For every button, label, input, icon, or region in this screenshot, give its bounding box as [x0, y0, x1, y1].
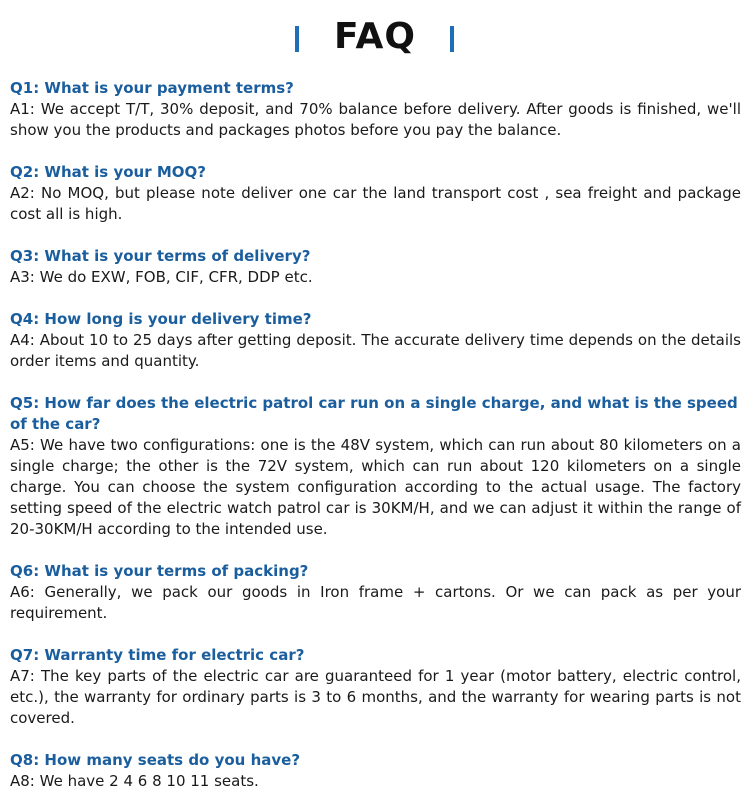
page-title: FAQ: [334, 16, 416, 57]
faq-question: Q2: What is your MOQ?: [10, 163, 206, 181]
faq-item-3: [10, 246, 741, 288]
faq-header: [0, 0, 750, 78]
title-accent-bar-right: [450, 26, 454, 52]
faq-answer: A4: About 10 to 25 days after getting deposit. The accurate delivery time depends on the details order items and quantity.: [10, 331, 741, 370]
faq-answer: A3: We do EXW, FOB, CIF, CFR, DDP etc.: [10, 268, 313, 286]
faq-item-8: [10, 750, 741, 792]
faq-item-7: [10, 645, 741, 729]
faq-item-5: [10, 393, 741, 540]
faq-question: Q8: How many seats do you have?: [10, 751, 301, 769]
faq-question: Q7: Warranty time for electric car?: [10, 646, 305, 664]
faq-question: Q3: What is your terms of delivery?: [10, 247, 311, 265]
faq-item-6: [10, 561, 741, 624]
faq-item-4: [10, 309, 741, 372]
faq-list: [0, 78, 750, 792]
faq-item-2: [10, 162, 741, 225]
faq-question: Q4: How long is your delivery time?: [10, 310, 312, 328]
faq-answer: A7: The key parts of the electric car are guaranteed for 1 year (motor battery, electric control, etc.), the warranty for ordinary parts is 3 to 6 months, and the warranty for wearing parts is not covered.: [10, 667, 741, 727]
faq-question: Q1: What is your payment terms?: [10, 79, 294, 97]
faq-answer: A1: We accept T/T, 30% deposit, and 70% balance before delivery. After goods is finished, we'll show you the products and packages photos before you pay the balance.: [10, 100, 741, 139]
faq-answer: A2: No MOQ, but please note deliver one car the land transport cost , sea freight and package cost all is high.: [10, 184, 741, 223]
faq-answer: A5: We have two configurations: one is the 48V system, which can run about 80 kilometers on a single charge; the other is the 72V system, which can run about 120 kilometers on a single charge. You can choose the system configuration according to the actual usage. The factory setting speed of the electric watch patrol car is 30KM/H, and we can adjust it within the range of 20-30KM/H according to the intended use.: [10, 436, 741, 538]
faq-answer: A6: Generally, we pack our goods in Iron frame + cartons. Or we can pack as per your requirement.: [10, 583, 741, 622]
faq-question: Q6: What is your terms of packing?: [10, 562, 309, 580]
faq-item-1: [10, 78, 741, 141]
faq-answer: A8: We have 2 4 6 8 10 11 seats.: [10, 772, 259, 790]
faq-question: Q5: How far does the electric patrol car run on a single charge, and what is the speed of the car?: [10, 394, 738, 433]
